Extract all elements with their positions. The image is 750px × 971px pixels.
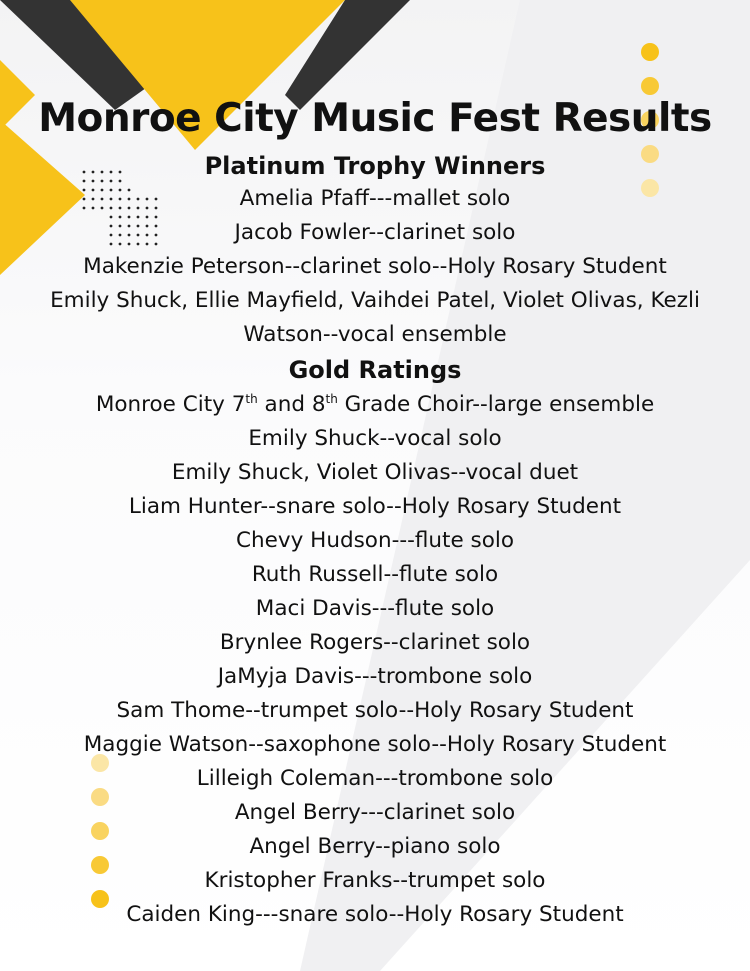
gold-entry: Maggie Watson--saxophone solo--Holy Rosary Student xyxy=(83,732,667,757)
platinum-entry: Watson--vocal ensemble xyxy=(243,322,507,347)
gold-entry: Ruth Russell--flute solo xyxy=(251,562,499,587)
choir-text-part: and 8 xyxy=(257,392,326,417)
gold-entry: JaMyja Davis---trombone solo xyxy=(217,664,533,689)
gold-entry-choir xyxy=(0,388,750,422)
gold-entry: Kristopher Franks--trumpet solo xyxy=(204,868,546,893)
platinum-heading: Platinum Trophy Winners xyxy=(204,152,546,180)
gold-entry: Sam Thome--trumpet solo--Holy Rosary Student xyxy=(116,698,634,723)
gold-heading: Gold Ratings xyxy=(288,356,462,384)
results-content xyxy=(0,88,750,932)
ordinal-suffix: th xyxy=(325,391,338,406)
choir-text-part: Monroe City 7 xyxy=(95,392,246,417)
platinum-entry: Jacob Fowler--clarinet solo xyxy=(234,220,516,245)
gold-entry: Angel Berry--piano solo xyxy=(249,834,501,859)
platinum-entry: Amelia Pfaff---mallet solo xyxy=(239,186,511,211)
gold-entry: Lilleigh Coleman---trombone solo xyxy=(196,766,554,791)
page-title: Monroe City Music Fest Results xyxy=(38,96,712,141)
gold-entry: Maci Davis---flute solo xyxy=(255,596,495,621)
gold-entry: Brynlee Rogers--clarinet solo xyxy=(219,630,531,655)
gold-entry: Liam Hunter--snare solo--Holy Rosary Student xyxy=(128,494,622,519)
choir-text-part: Grade Choir--large ensemble xyxy=(337,392,655,417)
platinum-entry: Makenzie Peterson--clarinet solo--Holy Rosary Student xyxy=(83,254,667,279)
gold-entry: Caiden King---snare solo--Holy Rosary Student xyxy=(126,902,624,927)
gold-entry: Angel Berry---clarinet solo xyxy=(234,800,516,825)
platinum-entry: Emily Shuck, Ellie Mayfield, Vaihdei Patel, Violet Olivas, Kezli xyxy=(50,288,700,313)
gold-entry: Chevy Hudson---flute solo xyxy=(236,528,514,553)
gold-entry: Emily Shuck, Violet Olivas--vocal duet xyxy=(171,460,579,485)
gold-entry: Emily Shuck--vocal solo xyxy=(248,426,502,451)
ordinal-suffix: th xyxy=(245,391,258,406)
